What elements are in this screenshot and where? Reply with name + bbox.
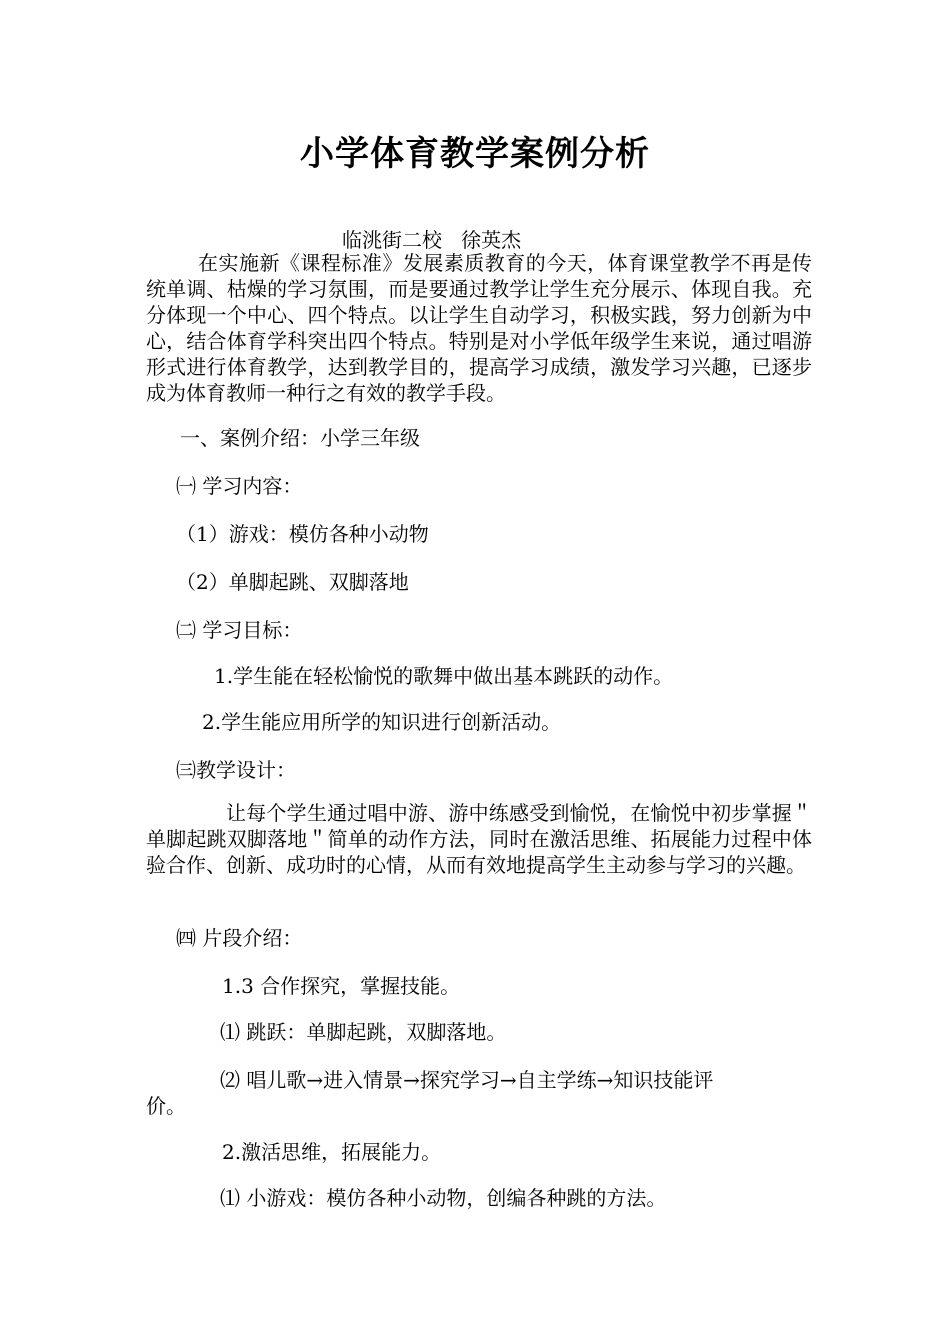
segment-subitem: ⑴ 小游戏：模仿各种小动物，创编各种跳的方法。 [220, 1186, 667, 1210]
intro-paragraph: 在实施新《课程标准》发展素质教育的今天，体育课堂教学不再是传统单调、枯燥的学习氛围，而是要通过教学让学生充分展示、体现自我。充分体现一个中心、四个特点。以让学生自动学习，积极实践，努力创新为中心，结合体育学科突出四个特点。特别是对小学低年级学生来说，通过唱游形式进行体育教学，达到教学目的，提高学习成绩，激发学习兴趣，已逐步成为体育教师一种行之有效的教学手段。 [146, 251, 812, 405]
subheading-goals: ㈡ 学习目标： [176, 618, 303, 642]
list-item: （2）单脚起跳、双脚落地 [176, 570, 409, 594]
segment-item: 1.3 合作探究，掌握技能。 [222, 974, 461, 998]
subheading-content: ㈠ 学习内容： [176, 474, 303, 498]
author-line: 临洮街二校 徐英杰 [342, 228, 522, 252]
design-paragraph: 让每个学生通过唱中游、游中练感受到愉悦，在愉悦中初步掌握＂单脚起跳双脚落地＂简单的动作方法，同时在激活思维、拓展能力过程中体验合作、创新、成功时的心情，从而有效地提高学生主动参与学习的兴趣。 [146, 801, 812, 877]
segment-subitem: ⑴ 跳跃：单脚起跳，双脚落地。 [220, 1020, 507, 1044]
subheading-segments: ㈣ 片段介绍： [176, 926, 303, 950]
subheading-design: ㈢教学设计： [176, 758, 296, 782]
segment-item: 2.激活思维，拓展能力。 [222, 1140, 442, 1164]
goal-item: 2.学生能应用所学的知识进行创新活动。 [202, 710, 562, 734]
list-item: （1）游戏：模仿各种小动物 [176, 522, 429, 546]
segment-subitem: ⑵ 唱儿歌→进入情景→探究学习→自主学练→知识技能评 [220, 1068, 714, 1092]
page-title: 小学体育教学案例分析 [300, 134, 650, 174]
segment-subitem-continued: 价。 [146, 1094, 186, 1118]
section-heading: 一、案例介绍：小学三年级 [180, 426, 420, 450]
goal-item: 1.学生能在轻松愉悦的歌舞中做出基本跳跃的动作。 [214, 664, 674, 688]
